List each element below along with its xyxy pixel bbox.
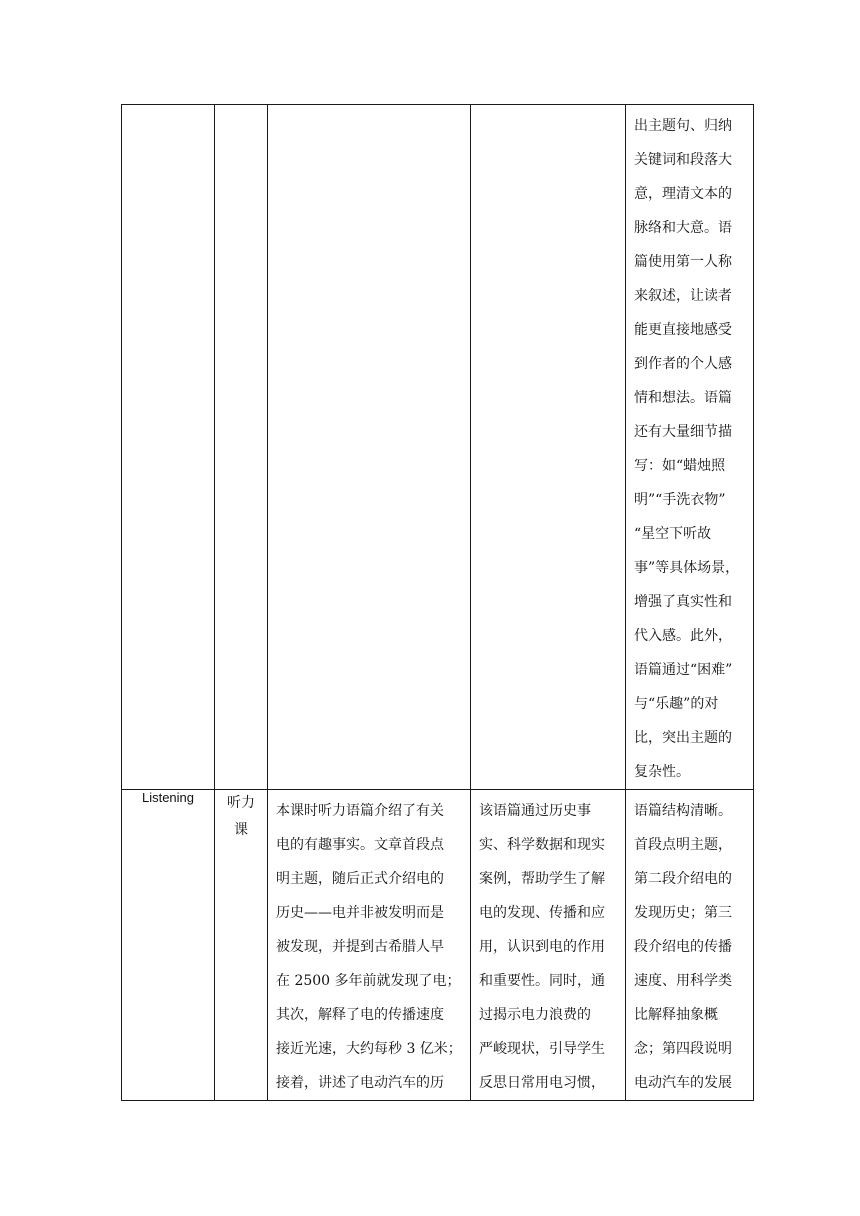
text-line: 语篇结构清晰。	[634, 803, 732, 819]
section-cell	[122, 105, 215, 790]
meaning-cell	[471, 790, 626, 1101]
structure-text	[626, 790, 753, 1100]
text-line: 用，认识到电的作用	[479, 939, 605, 955]
text-line: 来叙述，让读者	[634, 288, 732, 304]
text-line: 明”“手洗衣物”	[634, 492, 726, 508]
text-line: 能更直接地感受	[634, 322, 732, 338]
table-row	[122, 790, 754, 1101]
section-label: Listening	[141, 790, 195, 805]
text-line: 在 2500 多年前就发现了电；	[276, 973, 461, 989]
text-line: 出主题句、归纳	[634, 118, 732, 134]
text-line: 反思日常用电习惯，	[479, 1075, 605, 1091]
text-line: “星空下听故	[634, 526, 712, 542]
text-line: 明主题，随后正式介绍电的	[276, 871, 444, 887]
structure-text	[626, 105, 753, 789]
text-line: 篇使用第一人称	[634, 254, 732, 270]
text-line: 发现历史；第三	[634, 905, 732, 921]
text-line: 段介绍电的传播	[634, 939, 732, 955]
text-line: 被发现，并提到古希腊人早	[276, 939, 444, 955]
text-line: 严峻现状，引导学生	[479, 1041, 605, 1057]
text-line: 本课时听力语篇介绍了有关	[276, 803, 444, 819]
section-cell	[122, 790, 215, 1101]
text-line: 脉络和大意。语	[634, 220, 732, 236]
text-line: 意，理清文本的	[634, 186, 732, 202]
text-line: 过揭示电力浪费的	[479, 1007, 591, 1023]
text-line: 还有大量细节描	[634, 424, 732, 440]
text-line: 实、科学数据和现实	[479, 837, 605, 853]
text-line: 历史——电并非被发明而是	[276, 905, 444, 921]
content-cell	[268, 790, 471, 1101]
text-line: 电的有趣事实。文章首段点	[276, 837, 444, 853]
text-line: 接近光速，大约每秒 3 亿米；	[276, 1041, 462, 1057]
lesson-type-cell	[215, 790, 268, 1101]
text-line: 首段点明主题，	[634, 837, 732, 853]
text-line: 关键词和段落大	[634, 152, 732, 168]
text-line: 比，突出主题的	[634, 730, 732, 746]
structure-cell	[626, 790, 754, 1101]
text-line: 接着，讲述了电动汽车的历	[276, 1075, 444, 1091]
text-line: 增强了真实性和	[634, 594, 732, 610]
text-line: 案例，帮助学生了解	[479, 871, 605, 887]
text-line: 写：如“蜡烛照	[634, 458, 726, 474]
lesson-type-cell	[215, 105, 268, 790]
text-line: 比解释抽象概	[634, 1007, 718, 1023]
content-text	[268, 790, 470, 1100]
text-line: 与“乐趣”的对	[634, 696, 719, 712]
lesson-analysis-table	[121, 104, 754, 1101]
text-line: 事”等具体场景，	[634, 560, 740, 576]
text-line: 其次，解释了电的传播速度	[276, 1007, 444, 1023]
text-line: 念；第四段说明	[634, 1041, 732, 1057]
text-line: 到作者的个人感	[634, 356, 732, 372]
text-line: 电动汽车的发展	[634, 1075, 732, 1091]
text-line: 代入感。此外，	[634, 628, 732, 644]
text-line: 情和想法。语篇	[634, 390, 732, 406]
text-line: 复杂性。	[634, 764, 690, 780]
lesson-type-label: 听力课	[227, 795, 255, 838]
meaning-cell	[471, 105, 626, 790]
text-line: 速度、用科学类	[634, 973, 732, 989]
content-cell	[268, 105, 471, 790]
meaning-text	[471, 790, 625, 1100]
text-line: 电的发现、传播和应	[479, 905, 605, 921]
table-row	[122, 105, 754, 790]
text-line: 第二段介绍电的	[634, 871, 732, 887]
text-line: 和重要性。同时，通	[479, 973, 605, 989]
structure-cell	[626, 105, 754, 790]
text-line: 该语篇通过历史事	[479, 803, 591, 819]
text-line: 语篇通过“困难”	[634, 662, 733, 678]
